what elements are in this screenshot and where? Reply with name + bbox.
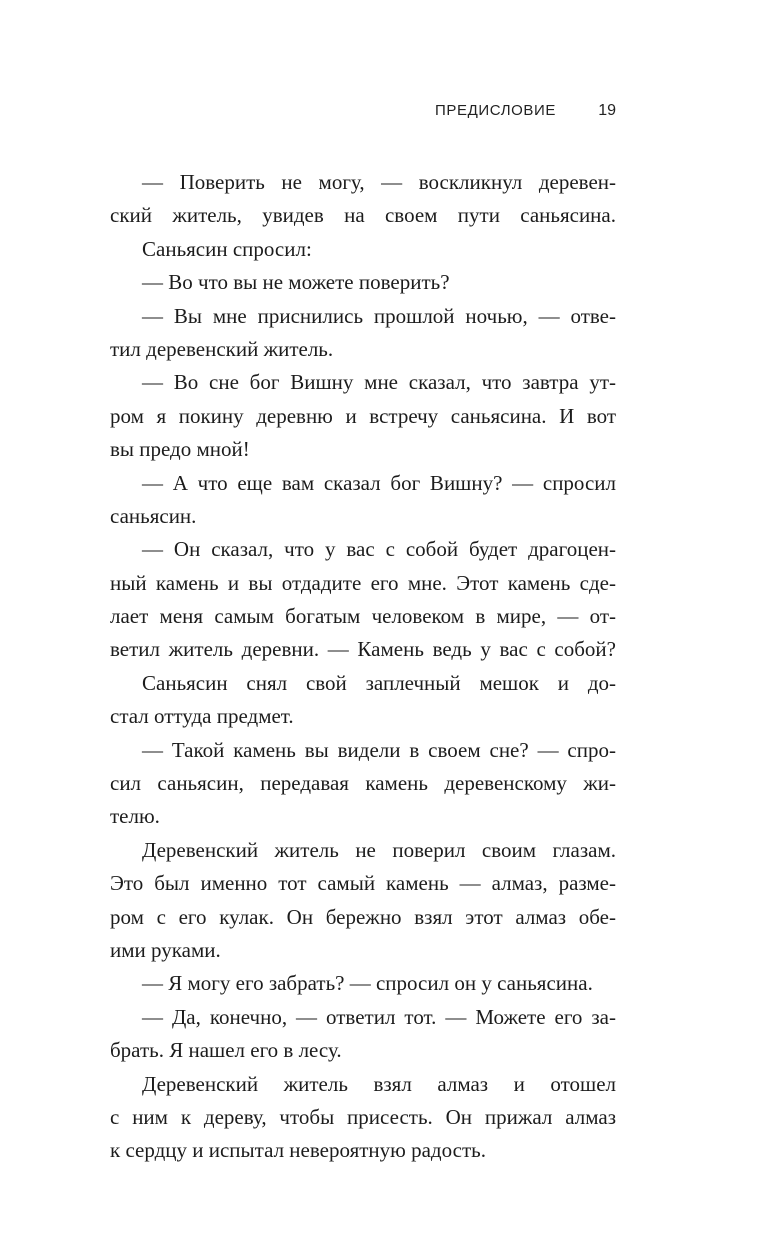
text-line: — Я могу его забрать? — спросил он у саньясина.	[142, 971, 593, 996]
text-line: — А что еще вам сказал бог Вишну? — спросил	[142, 470, 616, 495]
running-head: ПРЕДИСЛОВИЕ	[435, 102, 556, 119]
text-line: — Вы мне приснились прошлой ночью, — отве-	[142, 303, 616, 328]
text-line: сил саньясин, передавая камень деревенскому жи-	[110, 771, 616, 796]
text-line: Это был именно тот самый камень — алмаз, разме-	[110, 871, 616, 896]
text-line: к сердцу и испытал невероятную радость.	[110, 1138, 486, 1163]
text-line: лает меня самым богатым человеком в мире, — от-	[110, 604, 616, 629]
text-line: Деревенский житель не поверил своим глазам.	[142, 837, 616, 862]
text-line: тил деревенский житель.	[110, 336, 334, 361]
text-line: ром с его кулак. Он бережно взял этот алмаз обе-	[110, 904, 616, 929]
text-line: вы предо мной!	[110, 437, 250, 462]
text-line: Деревенский житель взял алмаз и отошел	[142, 1071, 616, 1096]
text-line: стал оттуда предмет.	[110, 704, 294, 729]
text-line: — Во сне бог Вишну мне сказал, что завтра ут-	[142, 370, 616, 395]
text-line: — Поверить не могу, — воскликнул деревен-	[142, 170, 616, 194]
text-line: — Он сказал, что у вас с собой будет драгоцен-	[142, 537, 616, 562]
text-line: — Да, конечно, — ответил тот. — Можете его за-	[142, 1004, 616, 1029]
text-line: ный камень и вы отдадите его мне. Этот камень сде-	[110, 570, 616, 595]
text-line: — Во что вы не можете поверить?	[142, 270, 450, 295]
body-text	[110, 166, 616, 1168]
text-line: — Такой камень вы видели в своем сне? — спро-	[142, 737, 616, 762]
text-line: телю.	[110, 804, 160, 829]
text-line: саньясин.	[110, 503, 197, 528]
text-line: ими руками.	[110, 937, 221, 962]
page-number: 19	[598, 102, 616, 119]
text-line: Саньясин снял свой заплечный мешок и до-	[142, 670, 616, 695]
text-line: брать. Я нашел его в лесу.	[110, 1038, 342, 1063]
text-line: ский житель, увидев на своем пути саньясина.	[110, 203, 616, 228]
text-line: ветил житель деревни. — Камень ведь у вас с собой?	[110, 637, 616, 662]
text-line: Саньясин спросил:	[142, 236, 312, 261]
text-line: с ним к дереву, чтобы присесть. Он прижал алмаз	[110, 1104, 616, 1129]
text-line: ром я покину деревню и встречу саньясина. И вот	[110, 403, 616, 428]
page-header	[110, 100, 616, 128]
